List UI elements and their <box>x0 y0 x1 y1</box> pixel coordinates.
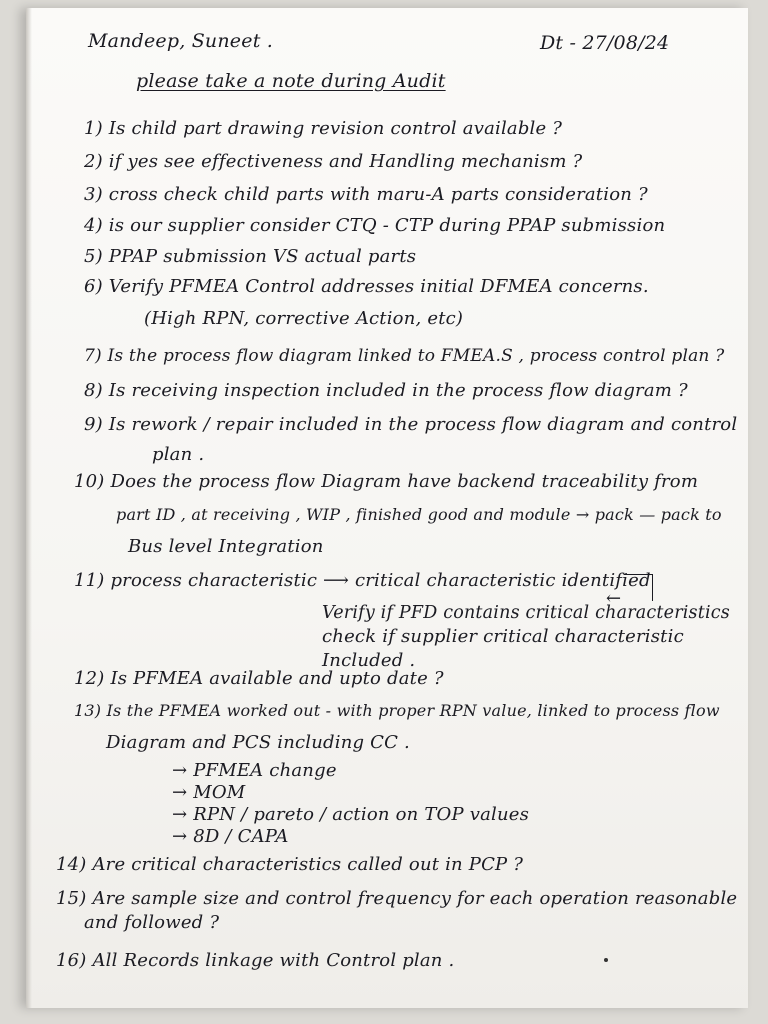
item-9-line-1: 9) Is rework / repair included in the process flow diagram and control <box>84 414 738 435</box>
item-5: 5) PPAP submission VS actual parts <box>84 246 417 267</box>
item-12: 12) Is PFMEA available and upto date ? <box>74 668 444 689</box>
item-11: 11) process characteristic ⟶ critical characteristic identified <box>74 570 651 591</box>
header-subject: please take a note during Audit <box>136 70 446 92</box>
item-10-line-3: Bus level Integration <box>128 536 324 557</box>
item-13-bullet-1: → PFMEA change <box>172 760 337 781</box>
item-3: 3) cross check child parts with maru-A parts consideration ? <box>84 184 648 205</box>
header-names: Mandeep, Suneet . <box>88 30 274 52</box>
item-9-line-2: plan . <box>152 444 205 465</box>
item-11-return-arrow: ← <box>606 588 622 609</box>
item-11-subnote-2: check if supplier critical characteristic <box>322 626 684 647</box>
item-14: 14) Are critical characteristics called out in PCP ? <box>56 854 524 875</box>
item-2: 2) if yes see effectiveness and Handling mechanism ? <box>84 151 583 172</box>
notebook-page <box>26 8 748 1008</box>
stray-ink-dot <box>604 958 608 962</box>
item-10-line-2: part ID , at receiving , WIP , finished good and module → pack — pack to <box>116 505 722 524</box>
item-1: 1) Is child part drawing revision control available ? <box>84 118 563 139</box>
item-13-line-1: 13) Is the PFMEA worked out - with proper RPN value, linked to process flow <box>74 701 720 720</box>
item-6-line-1: 6) Verify PFMEA Control addresses initial DFMEA concerns. <box>84 276 649 297</box>
item-7: 7) Is the process flow diagram linked to FMEA.S , process control plan ? <box>84 346 725 366</box>
header-date: Dt - 27/08/24 <box>540 32 670 54</box>
item-13-bullet-4: → 8D / CAPA <box>172 826 289 847</box>
item-13-bullet-2: → MOM <box>172 782 246 803</box>
item-11-bracket <box>624 574 653 601</box>
item-15-line-2: and followed ? <box>84 912 220 933</box>
item-11-subnote-1: Verify if PFD contains critical characteristics <box>322 603 730 623</box>
item-6-line-2: (High RPN, corrective Action, etc) <box>144 308 464 329</box>
item-8: 8) Is receiving inspection included in the process flow diagram ? <box>84 380 688 401</box>
item-16: 16) All Records linkage with Control plan . <box>56 950 455 971</box>
item-4: 4) is our supplier consider CTQ - CTP during PPAP submission <box>84 215 666 236</box>
item-15-line-1: 15) Are sample size and control frequency for each operation reasonable <box>56 888 738 909</box>
item-13-line-2: Diagram and PCS including CC . <box>106 732 410 753</box>
page-edge-shadow <box>26 8 32 1008</box>
item-10-line-1: 10) Does the process flow Diagram have backend traceability from <box>74 471 699 492</box>
item-13-bullet-3: → RPN / pareto / action on TOP values <box>172 804 530 825</box>
item-11-subnote-3: Included . <box>322 650 416 671</box>
